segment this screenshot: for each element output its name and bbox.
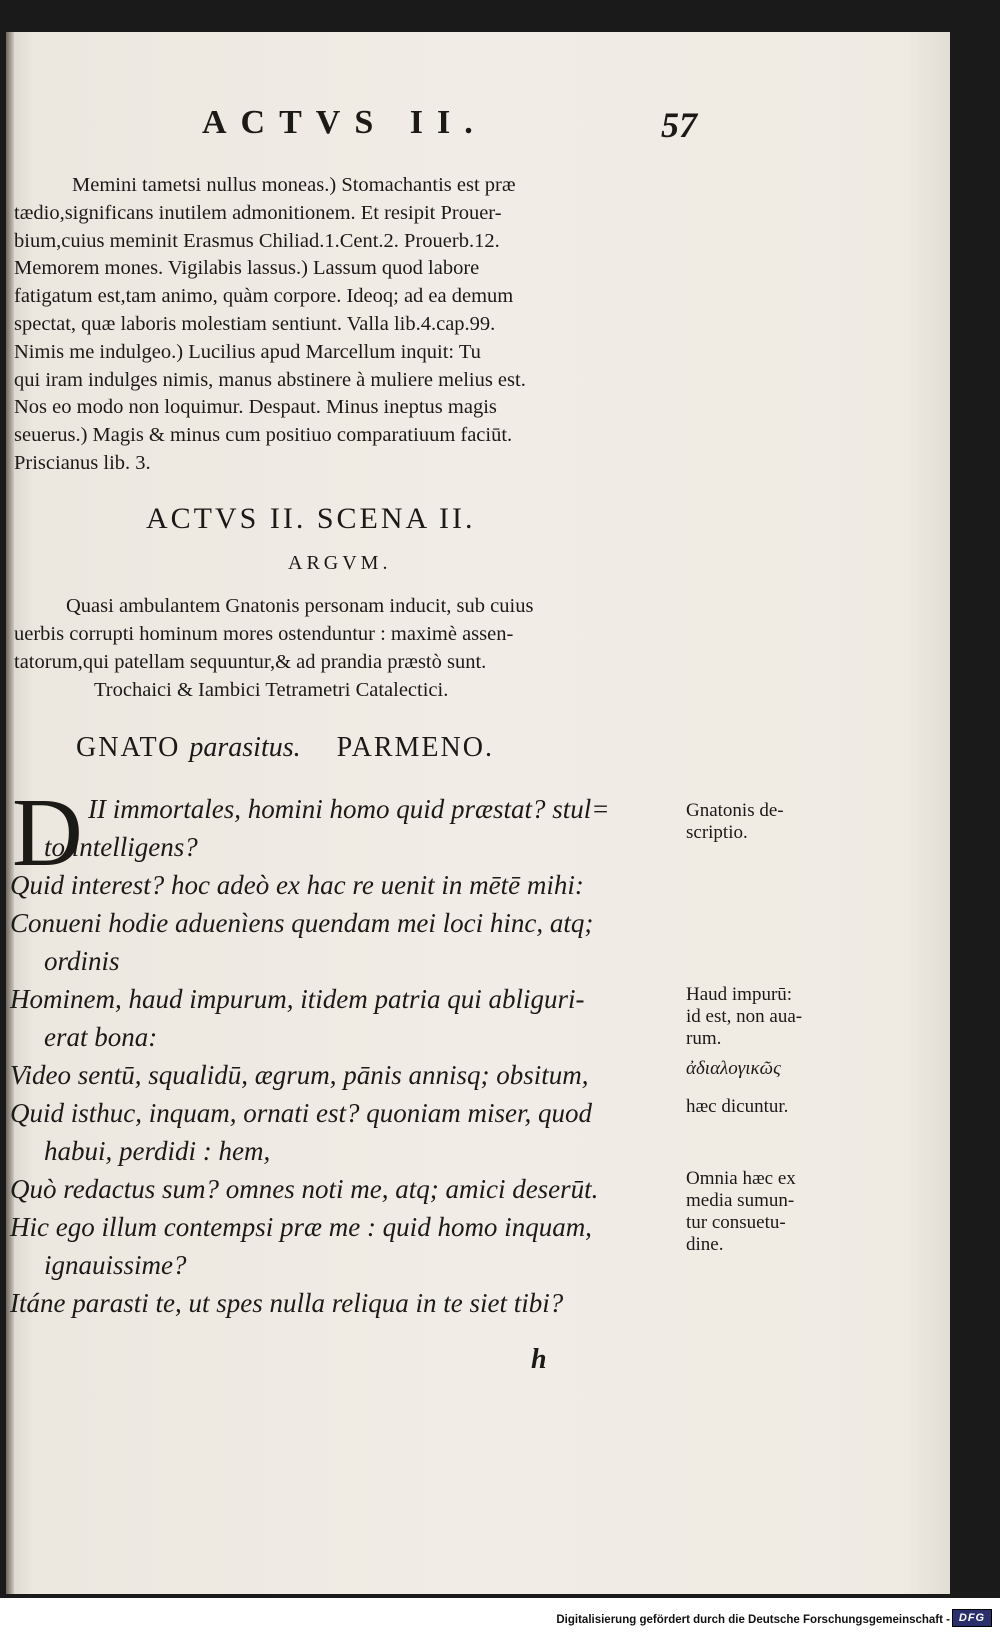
commentary-line: Nimis me indulgeo.) Lucilius apud Marcellum inquit: Tu xyxy=(14,340,481,363)
verse-line: Video sentū, squalidū, ægrum, pānis annisq; obsitum, xyxy=(10,1060,589,1090)
running-head: ACTVS II. xyxy=(202,104,487,141)
commentary-line: spectat, quæ laboris molestiam sentiunt. Valla lib.4.cap.99. xyxy=(14,312,496,335)
drop-capital: D xyxy=(12,779,83,887)
gloss-line: tur consuetu- xyxy=(686,1212,786,1233)
argument-heading: ARGVM. xyxy=(288,552,392,574)
verse-line: Hic ego illum contempsi præ me : quid homo inquam, xyxy=(10,1212,592,1242)
argument-block xyxy=(14,592,704,704)
gloss-impurum xyxy=(686,984,846,1050)
gloss-omnia xyxy=(686,1168,846,1256)
gloss-line: Gnatonis de- xyxy=(686,800,784,821)
gloss-line: dine. xyxy=(686,1234,724,1255)
commentary-line: seuerus.) Magis & minus cum positiuo comparatiuum faciūt. xyxy=(14,424,513,447)
verse-line: Itáne parasti te, ut spes nulla reliqua in te siet tibi? xyxy=(10,1288,564,1318)
verse-line: II immortales, homini homo quid præstat? stul= xyxy=(88,794,610,824)
verse-line: Conueni hodie aduenìens quendam mei loci hinc, atq; xyxy=(10,908,594,938)
gloss-line: media sumun- xyxy=(686,1190,795,1211)
dfg-logo: DFG xyxy=(952,1609,992,1627)
gloss-line: Omnia hæc ex xyxy=(686,1168,796,1189)
argument-line: Trochaici & Iambici Tetrametri Catalectici. xyxy=(94,679,449,701)
argument-line: uerbis corrupti hominum mores ostenduntur : maximè assen- xyxy=(14,623,514,645)
verse-line: ignauissime? xyxy=(44,1250,187,1280)
verse-line: Quid isthuc, inquam, ornati est? quoniam miser, quod xyxy=(10,1098,593,1128)
verse-line: Quò redactus sum? omnes noti me, atq; amici deserūt. xyxy=(10,1174,599,1204)
commentary-line: Priscianus lib. 3. xyxy=(14,451,151,474)
character-role: parasitus. xyxy=(189,732,301,763)
signature-mark: h xyxy=(531,1344,547,1375)
gloss-line: hæc dicuntur. xyxy=(686,1096,789,1117)
commentary-line: qui iram indulges nimis, manus abstinere à muliere melius est. xyxy=(14,368,526,391)
verse-line: to intelligens? xyxy=(44,832,198,862)
page-number: 57 xyxy=(661,105,697,145)
commentary-line: fatigatum est,tam animo, quàm corpore. Ideoq; ad ea demum xyxy=(14,285,514,308)
gloss-line: Haud impurū: xyxy=(686,984,793,1005)
verse-line: ordinis xyxy=(44,946,120,976)
verse-line: habui, perdidi : hem, xyxy=(44,1136,271,1166)
commentary-line: tædio,significans inutilem admonitionem. Et resipit Prouer- xyxy=(14,201,502,224)
book-page xyxy=(6,32,950,1594)
commentary-line: Memorem mones. Vigilabis lassus.) Lassum quod labore xyxy=(14,257,480,280)
argument-line: Quasi ambulantem Gnatonis personam inducit, sub cuius xyxy=(66,595,534,617)
gloss-line: ἀδιαλογικῶς xyxy=(686,1058,781,1079)
digitization-credit: Digitalisierung gefördert durch die Deutsche Forschungsgemeinschaft - xyxy=(556,1614,950,1626)
argument-line: tatorum,qui patellam sequuntur,& ad prandia præstò sunt. xyxy=(14,651,487,673)
gloss-dicuntur xyxy=(686,1096,846,1118)
gloss-descriptio xyxy=(686,800,846,844)
commentary-line: Nos eo modo non loquimur. Despaut. Minus ineptus magis xyxy=(14,396,497,419)
commentary-line: Memini tametsi nullus moneas.) Stomachantis est præ xyxy=(72,174,516,196)
character-parmeno: PARMENO. xyxy=(336,732,494,763)
verse-block xyxy=(10,779,680,1322)
verse-line: Hominem, haud impurum, itidem patria qui abliguri- xyxy=(10,984,585,1014)
gloss-line: scriptio. xyxy=(686,822,748,843)
gloss-greek xyxy=(686,1058,846,1080)
verse-line: Quid interest? hoc adeò ex hac re uenit in mētē mihi: xyxy=(10,870,584,900)
commentary-line: bium,cuius meminit Erasmus Chiliad.1.Cent.2. Prouerb.12. xyxy=(14,229,500,252)
character-gnato: GNATO xyxy=(76,732,181,763)
commentary-block xyxy=(14,172,704,478)
gloss-line: id est, non aua- xyxy=(686,1006,803,1027)
scene-title: ACTVS II. SCENA II. xyxy=(146,502,476,535)
verse-line: erat bona: xyxy=(44,1022,158,1052)
gloss-line: rum. xyxy=(686,1028,722,1049)
dramatis-personae xyxy=(76,732,494,764)
